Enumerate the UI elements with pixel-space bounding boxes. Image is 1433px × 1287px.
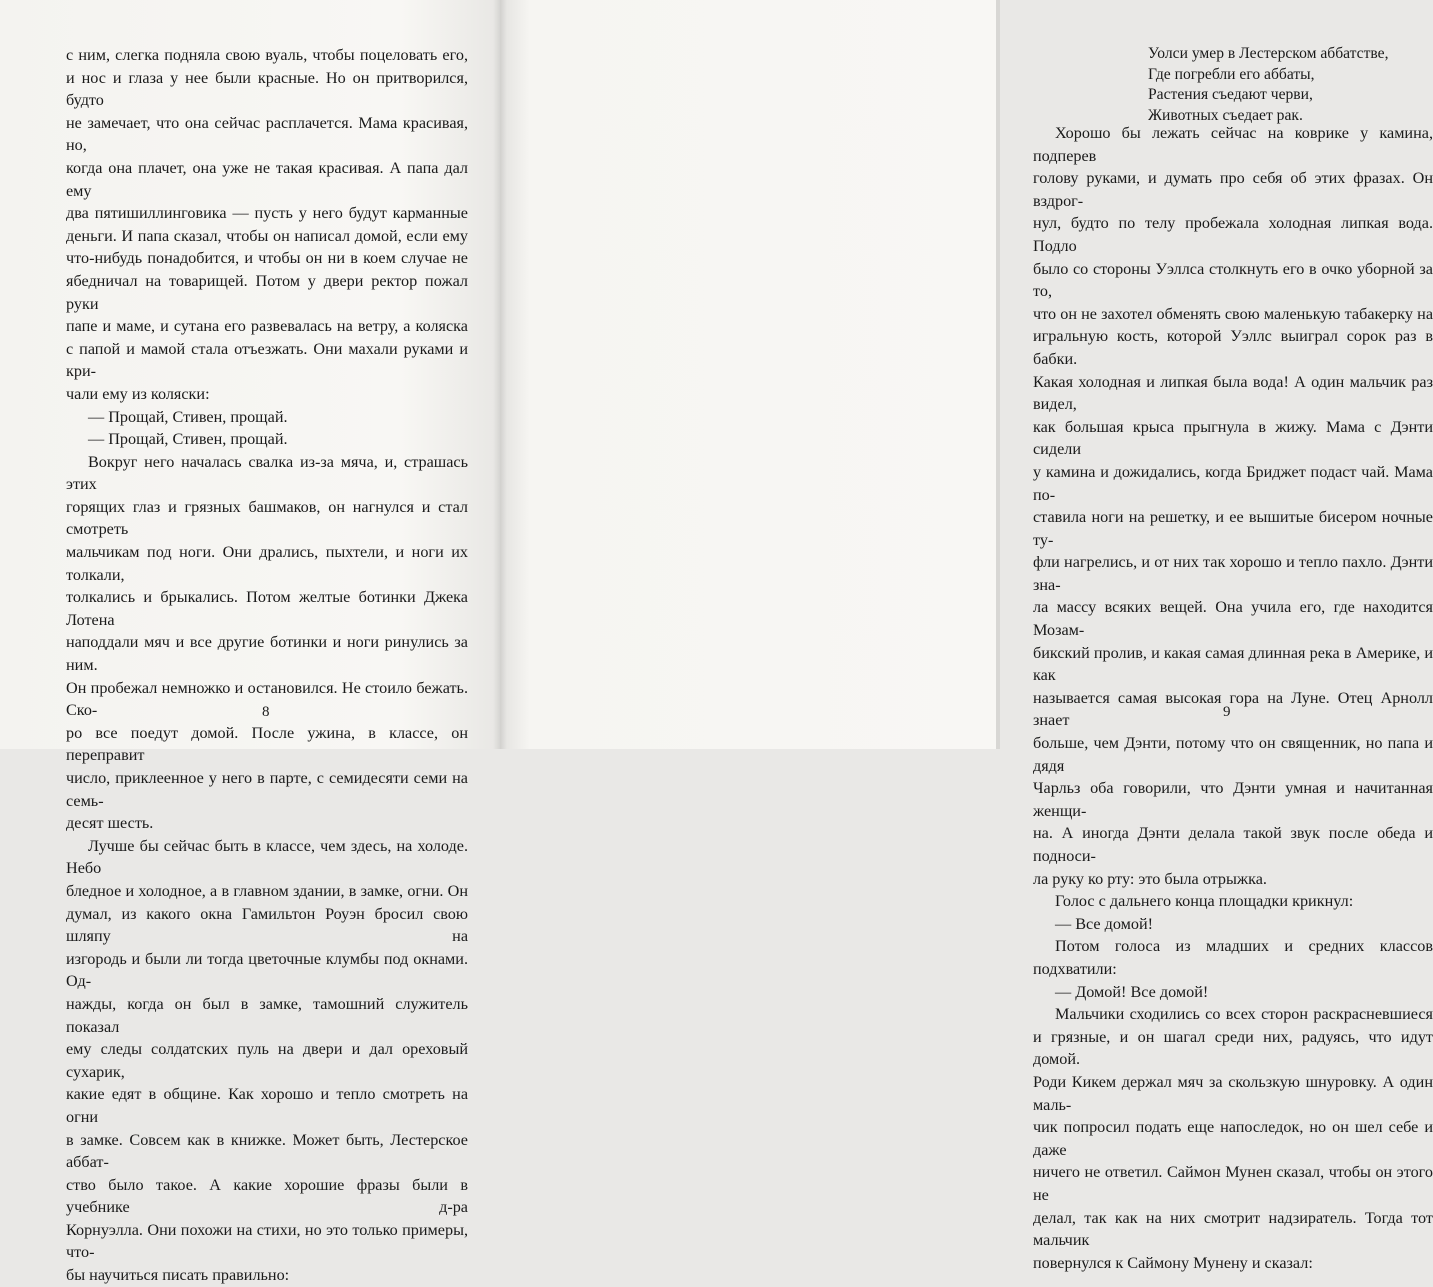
- text-line: Вокруг него началась свалка из-за мяча, и, страшась этих: [66, 452, 468, 494]
- left-page-text: [66, 44, 468, 1287]
- text-line: у камина и дожидались, когда Бриджет подаст чай. Мама по-: [1033, 462, 1433, 504]
- text-line: два пятишиллинговика — пусть у него будут карманные: [66, 204, 468, 223]
- text-line: было со стороны Уэллса столкнуть его в очко уборной за то,: [1033, 259, 1433, 301]
- text-line: деньги. И папа сказал, чтобы он написал домой, если ему: [66, 226, 468, 245]
- text-line: Хорошо бы лежать сейчас на коврике у камина, подперев: [1033, 124, 1433, 165]
- right-page-text: [1033, 122, 1433, 1274]
- text-line: Голос с дальнего конца площадки крикнул:: [1055, 892, 1354, 911]
- text-line: папе и маме, и сутана его развевалась на ветру, а коляска: [66, 317, 468, 336]
- text-line: ничего не ответил. Саймон Мунен сказал, чтобы он этого не: [1033, 1163, 1433, 1204]
- text-line: изгородь и были ли тогда цветочные клумбы под окнами. Од-: [66, 949, 468, 991]
- text-line: число, приклеенное у него в парте, с семидесяти семи на семь-: [66, 769, 468, 810]
- text-line: игральную кость, которой Уэллс выиграл сорок раз в бабки.: [1033, 327, 1433, 368]
- text-line: в замке. Совсем как в книжке. Может быть, Лестерское аббат-: [66, 1130, 468, 1172]
- text-line: бледное и холодное, а в главном здании, в замке, огни. Он: [66, 881, 468, 900]
- text-line: с ним, слегка подняла свою вуаль, чтобы поцеловать его,: [66, 46, 468, 64]
- text-line: как большая крыса прыгнула в жижу. Мама с Дэнти сидели: [1033, 417, 1433, 459]
- poem-epigraph: [1148, 44, 1389, 126]
- text-line: на. А иногда Дэнти делала такой звук после обеда и подноси-: [1033, 824, 1433, 865]
- text-line: мальчикам под ноги. Они дрались, пыхтели, и ноги их толкали,: [66, 543, 468, 584]
- text-line: ла руку ко рту: это была отрыжка.: [1033, 869, 1267, 888]
- text-line: и нос и глаза у нее были красные. Но он притворился, будто: [66, 68, 468, 110]
- text-line: когда она плачет, она уже не такая красивая. А папа дал ему: [66, 158, 468, 200]
- text-line: думал, из какого окна Гамильтон Роуэн бросил свою шляпу на: [66, 904, 468, 946]
- text-line: горящих глаз и грязных башмаков, он нагнулся и стал смотреть: [66, 497, 468, 539]
- text-line: нажды, когда он был в замке, тамошний служитель показал: [66, 994, 468, 1036]
- text-line: наподдали мяч и все другие ботинки и ноги ринулись за ним.: [66, 633, 468, 675]
- text-line: и грязные, и он шагал среди них, радуясь, что идут домой.: [1033, 1027, 1433, 1069]
- text-line: ла массу всяких вещей. Она учила его, где находится Мозам-: [1033, 598, 1433, 640]
- text-line: называется самая высокая гора на Луне. Отец Арнолл знает: [1033, 688, 1433, 730]
- text-line: Лучше бы сейчас быть в классе, чем здесь, на холоде. Небо: [66, 836, 468, 878]
- text-line: фли нагрелись, и от них так хорошо и тепло пахло. Дэнти зна-: [1033, 553, 1433, 594]
- text-line: — Домой! Все домой!: [1055, 982, 1209, 1001]
- text-line: Он пробежал немножко и остановился. Не стоило бежать. Ско-: [66, 678, 468, 720]
- text-line: ему следы солдатских пуль на двери и дал ореховый сухарик,: [66, 1040, 468, 1081]
- text-line: не замечает, что она сейчас расплачется. Мама красивая, но,: [66, 113, 468, 155]
- book-gutter: [493, 0, 507, 749]
- text-line: делал, так как на них смотрит надзиратель. Тогда тот мальчик: [1033, 1208, 1433, 1250]
- text-line: чали ему из коляски:: [66, 384, 210, 403]
- page-edge: [996, 0, 1000, 749]
- text-line: Роди Кикем держал мяч за скользкую шнуровку. А один маль-: [1033, 1072, 1433, 1114]
- page-number-left: 8: [262, 704, 270, 720]
- text-line: бикский пролив, и какая самая длинная река в Америке, и как: [1033, 643, 1433, 685]
- text-line: Чарльз оба говорили, что Дэнти умная и начитанная женщи-: [1033, 779, 1433, 820]
- text-line: ство было такое. А какие хорошие фразы были в учебнике д-ра: [66, 1175, 468, 1217]
- right-page: [500, 0, 1433, 1272]
- page-number-right: 9: [1223, 704, 1231, 720]
- text-line: — Прощай, Стивен, прощай.: [88, 430, 288, 449]
- text-line: толкались и брыкались. Потом желтые ботинки Джека Лотена: [66, 588, 468, 629]
- text-line: голову руками, и думать про себя об этих фразах. Он вздрог-: [1033, 169, 1433, 210]
- poem-line: Растения съедают черви,: [1148, 86, 1313, 104]
- text-line: с папой и мамой стала отъезжать. Они махали руками и кри-: [66, 339, 468, 381]
- text-line: больше, чем Дэнти, потому что он священник, но папа и дядя: [1033, 734, 1433, 775]
- text-line: Какая холодная и липкая была вода! А один мальчик раз видел,: [1033, 372, 1433, 414]
- text-line: десят шесть.: [66, 814, 154, 833]
- text-line: ябедничал на товарищей. Потом у двери ректор пожал руки: [66, 271, 468, 313]
- text-line: ставила ноги на решетку, и ее вышитые бисером ночные ту-: [1033, 508, 1433, 549]
- text-line: чик попросил подать еще напоследок, но он шел себе и даже: [1033, 1118, 1433, 1159]
- text-line: Корнуэлла. Они похожи на стихи, но это только примеры, что-: [66, 1220, 468, 1262]
- text-line: повернулся к Саймону Мунену и сказал:: [1033, 1253, 1313, 1272]
- left-page: [0, 0, 500, 1285]
- text-line: нул, будто по телу пробежала холодная липкая вода. Подло: [1033, 214, 1433, 255]
- poem-line: Уолси умер в Лестерском аббатстве,: [1148, 45, 1389, 62]
- text-line: — Прощай, Стивен, прощай.: [88, 407, 288, 426]
- text-line: Потом голоса из младших и средних классов подхватили:: [1033, 937, 1433, 978]
- poem-line: Где погребли его аббаты,: [1148, 65, 1315, 83]
- text-line: бы научиться писать правильно:: [66, 1266, 290, 1285]
- text-line: — Все домой!: [1055, 914, 1154, 933]
- text-line: что-нибудь понадобится, и чтобы он ни в коем случае не: [66, 249, 468, 268]
- text-line: какие едят в общине. Как хорошо и тепло смотреть на огни: [66, 1085, 468, 1126]
- text-line: Мальчики сходились со всех сторон раскрасневшиеся: [1055, 1005, 1433, 1024]
- text-line: что он не захотел обменять свою маленькую табакерку на: [1033, 304, 1433, 323]
- poem-line: Животных съедает рак.: [1148, 106, 1303, 124]
- text-line: ро все поедут домой. После ужина, в классе, он переправит: [66, 723, 468, 765]
